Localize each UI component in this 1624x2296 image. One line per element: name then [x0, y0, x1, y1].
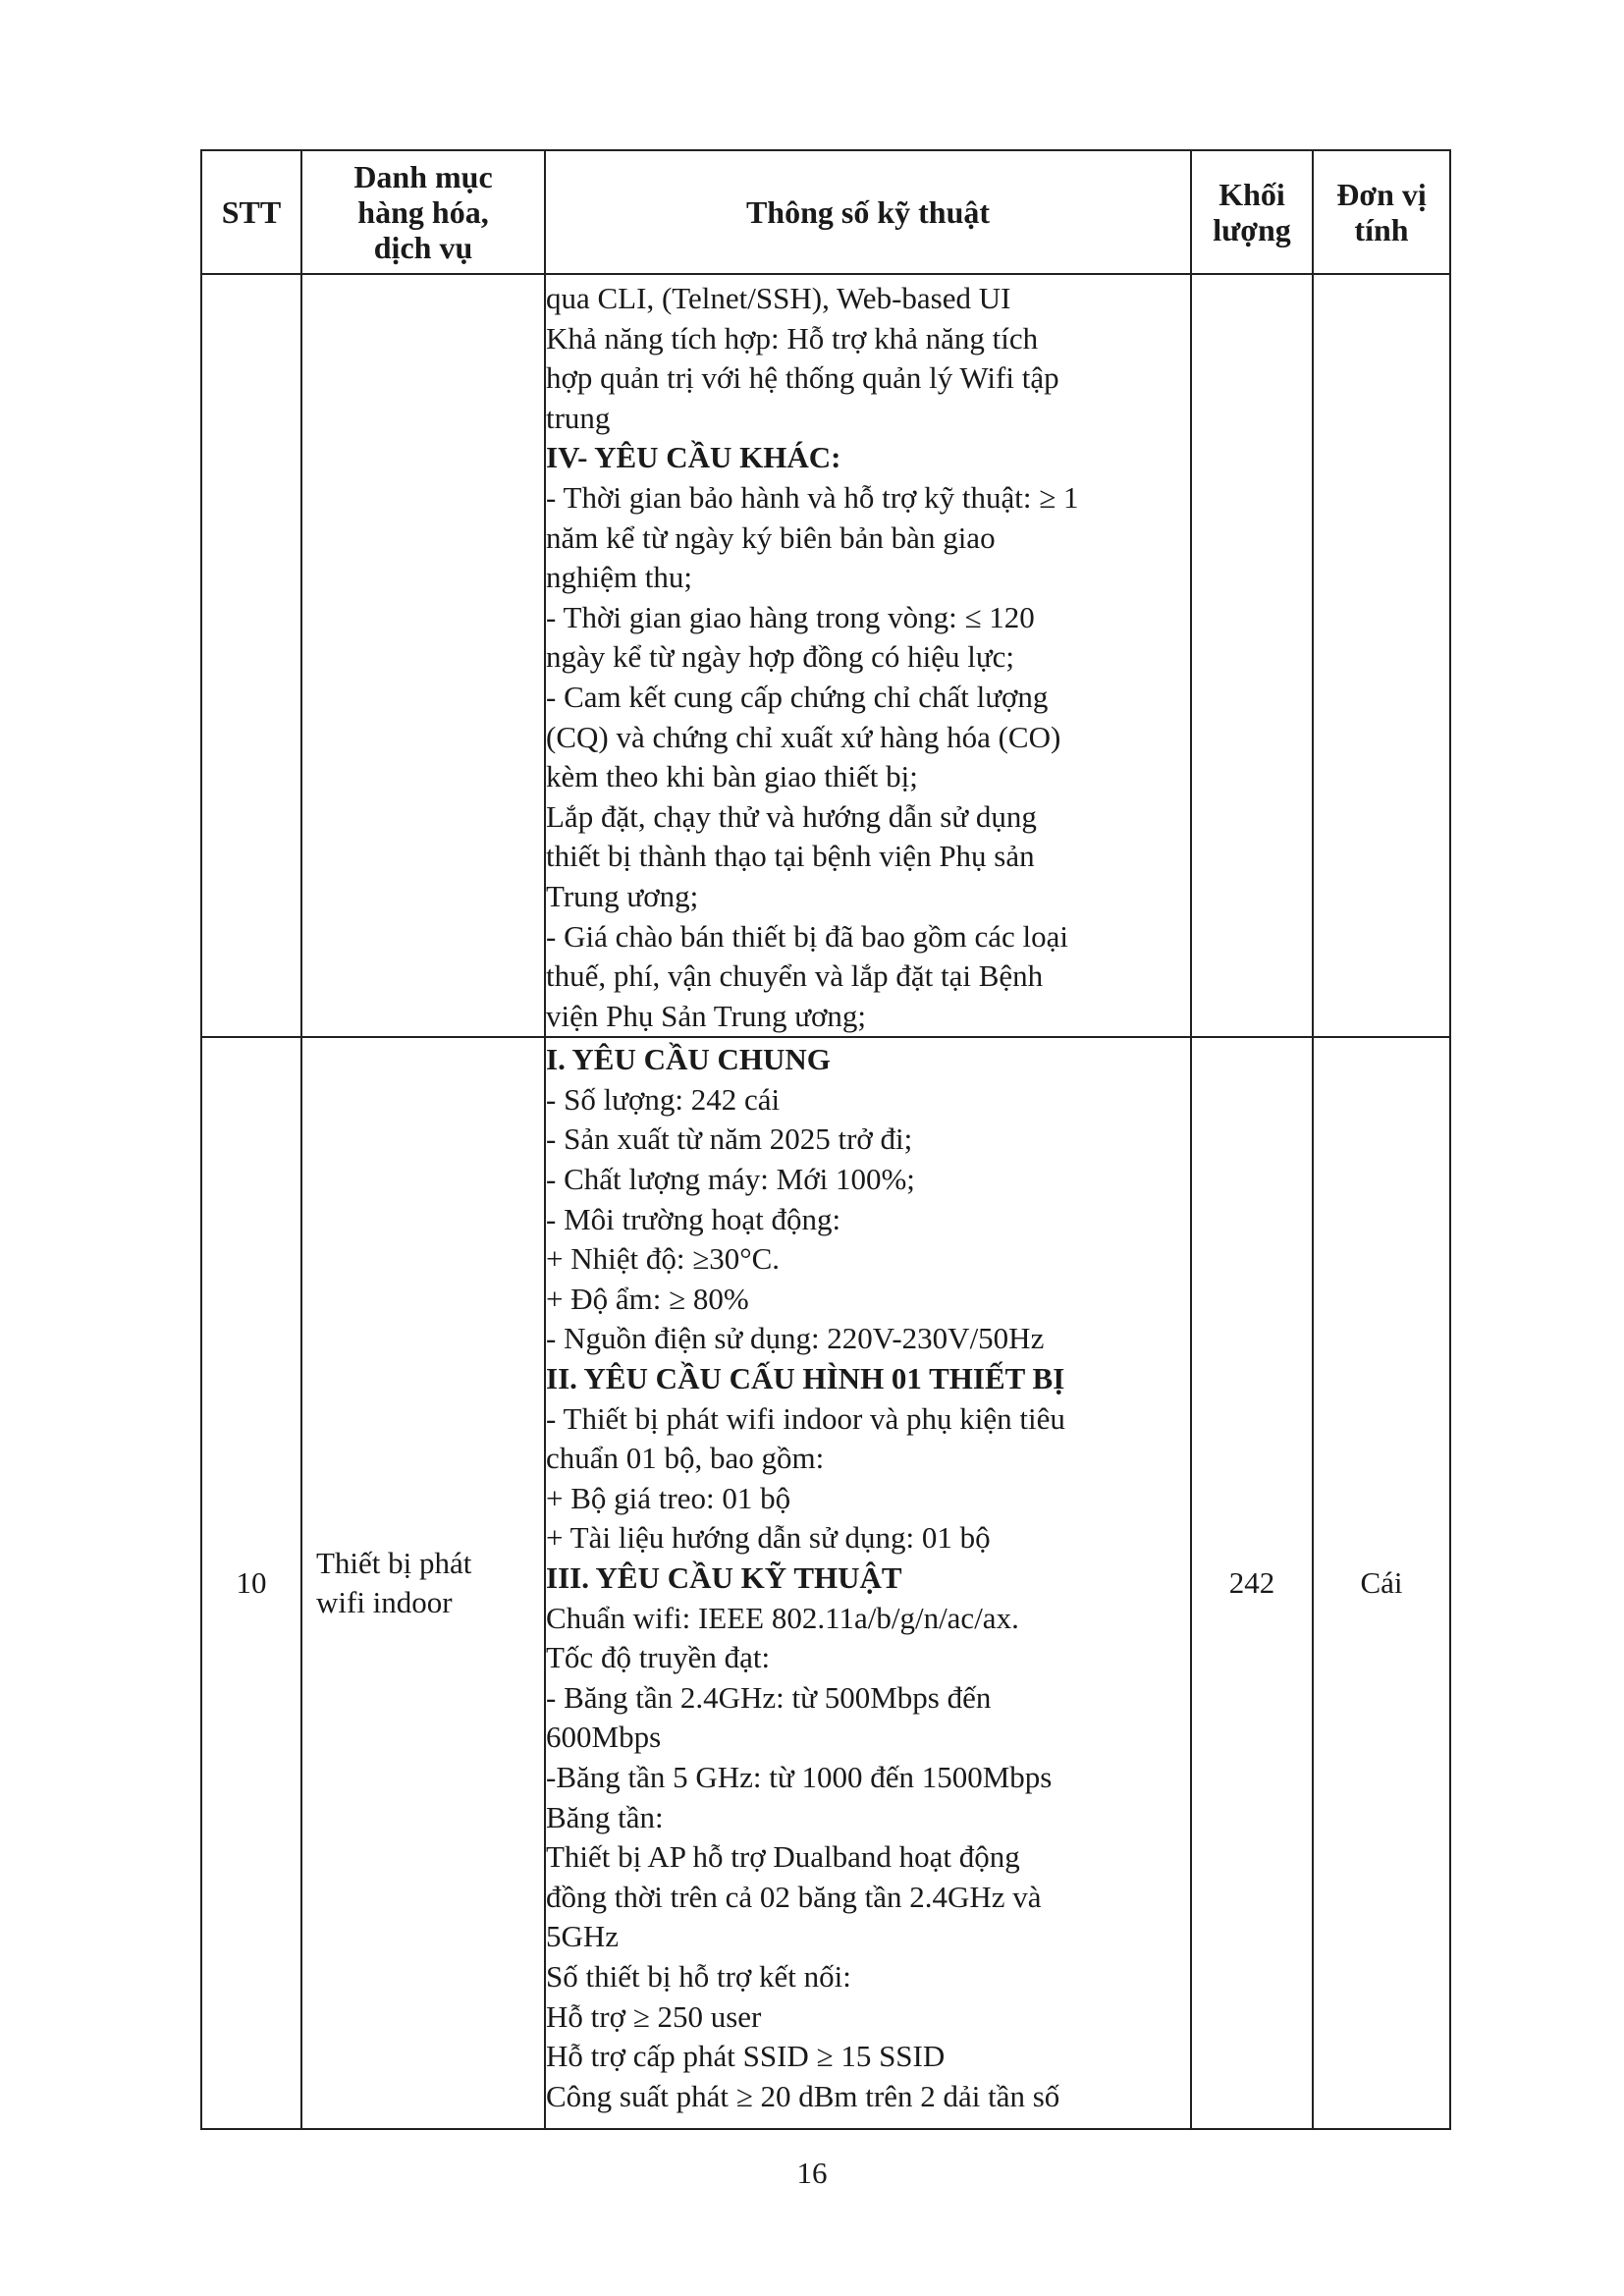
table-row — [201, 1037, 1450, 2129]
header-item-line: dịch vụ — [373, 230, 473, 265]
spec-section-heading: III. YÊU CẦU KỸ THUẬT — [546, 1560, 902, 1595]
spec-line: - Thời gian bảo hành và hỗ trợ kỹ thuật: ≥ 1 — [546, 479, 1079, 515]
header-unit-line: tính — [1354, 212, 1409, 247]
spec-line: ngày kể từ ngày hợp đồng có hiệu lực; — [546, 639, 1015, 675]
spec-line: - Chất lượng máy: Mới 100%; — [546, 1162, 915, 1197]
spec-line: 600Mbps — [546, 1720, 662, 1755]
spec-line: đồng thời trên cả 02 băng tần 2.4GHz và — [546, 1879, 1042, 1914]
spec-line: Hỗ trợ cấp phát SSID ≥ 15 SSID — [546, 2039, 946, 2074]
spec-line: - Băng tần 2.4GHz: từ 500Mbps đến — [546, 1679, 992, 1715]
header-qty-line: Khối — [1218, 177, 1285, 212]
spec-line: - Cam kết cung cấp chứng chỉ chất lượng — [546, 679, 1049, 714]
spec-cell — [545, 1037, 1191, 2129]
spec-line: thuế, phí, vận chuyển và lắp đặt tại Bệnh — [546, 958, 1044, 994]
spec-line: Lắp đặt, chạy thử và hướng dẫn sử dụng — [546, 798, 1037, 834]
spec-line: + Tài liệu hướng dẫn sử dụng: 01 bộ — [546, 1520, 991, 1556]
item-line-1 — [316, 1544, 534, 1583]
spec-section-heading: IV- YÊU CẦU KHÁC: — [546, 440, 841, 475]
unit-cell: Cái — [1313, 1037, 1450, 2129]
table-row — [201, 274, 1450, 1037]
spec-line: -Băng tần 5 GHz: từ 1000 đến 1500Mbps — [546, 1759, 1053, 1794]
spec-line: trung — [546, 400, 611, 435]
spec-line: (CQ) và chứng chỉ xuất xứ hàng hóa (CO) — [546, 719, 1061, 754]
stt-cell: 10 — [201, 1037, 301, 2129]
spec-line: viện Phụ Sản Trung ương; — [546, 998, 867, 1033]
spec-line: 5GHz — [546, 1919, 620, 1954]
header-item — [301, 150, 545, 274]
spec-line: + Nhiệt độ: ≥30°C. — [546, 1241, 781, 1277]
qty-cell — [1191, 274, 1313, 1037]
spec-line: - Môi trường hoạt động: — [546, 1201, 841, 1236]
header-item-line: hàng hóa, — [357, 194, 489, 230]
spec-line: Chuẩn wifi: IEEE 802.11a/b/g/n/ac/ax. — [546, 1600, 1019, 1635]
spec-table — [200, 149, 1451, 2130]
spec-line: Hỗ trợ ≥ 250 user — [546, 1998, 762, 2034]
header-unit — [1313, 150, 1450, 274]
unit-cell — [1313, 274, 1450, 1037]
spec-line: - Nguồn điện sử dụng: 220V-230V/50Hz — [546, 1321, 1045, 1356]
item-word: Thiết bị phát — [316, 1546, 472, 1581]
spec-section-heading: I. YÊU CẦU CHUNG — [546, 1042, 831, 1077]
spec-line: nghiệm thu; — [546, 560, 692, 595]
spec-line: Khả năng tích hợp: Hỗ trợ khả năng tích — [546, 320, 1039, 355]
table-header-row — [201, 150, 1450, 274]
spec-line: qua CLI, (Telnet/SSH), Web-based UI — [546, 281, 1011, 315]
spec-line: kèm theo khi bàn giao thiết bị; — [546, 759, 918, 794]
spec-cell — [545, 274, 1191, 1037]
page-number: 16 — [796, 2156, 828, 2190]
spec-line: Công suất phát ≥ 20 dBm trên 2 dải tần số — [546, 2078, 1060, 2113]
spec-line: Trung ương; — [546, 878, 699, 913]
spec-line: + Độ ẩm: ≥ 80% — [546, 1281, 749, 1316]
item-cell — [301, 1037, 545, 2129]
spec-line: - Thời gian giao hàng trong vòng: ≤ 120 — [546, 599, 1035, 634]
spec-line: hợp quản trị với hệ thống quản lý Wifi tập — [546, 360, 1059, 396]
spec-line: Số thiết bị hỗ trợ kết nối: — [546, 1958, 851, 1994]
spec-line: Tốc độ truyền đạt: — [546, 1640, 771, 1675]
header-stt: STT — [201, 150, 301, 274]
header-item-line: Danh mục — [353, 159, 493, 194]
spec-line: - Thiết bị phát wifi indoor và phụ kiện tiêu — [546, 1400, 1065, 1436]
header-spec: Thông số kỹ thuật — [545, 150, 1191, 274]
item-line-2: wifi indoor — [316, 1585, 453, 1620]
header-qty-line: lượng — [1213, 212, 1291, 247]
qty-cell: 242 — [1191, 1037, 1313, 2129]
stt-cell — [201, 274, 301, 1037]
spec-line: Băng tần: — [546, 1799, 664, 1834]
spec-line: thiết bị thành thạo tại bệnh viện Phụ sản — [546, 839, 1035, 874]
item-cell — [301, 274, 545, 1037]
spec-line: năm kể từ ngày ký biên bản bàn giao — [546, 519, 996, 555]
spec-section-heading: II. YÊU CẦU CẤU HÌNH 01 THIẾT BỊ — [546, 1361, 1065, 1396]
spec-line: Thiết bị AP hỗ trợ Dualband hoạt động — [546, 1839, 1020, 1875]
spec-line: - Giá chào bán thiết bị đã bao gồm các loại — [546, 918, 1068, 954]
header-unit-line: Đơn vị — [1336, 177, 1427, 212]
spec-line: - Sản xuất từ năm 2025 trở đi; — [546, 1121, 913, 1157]
header-qty — [1191, 150, 1313, 274]
spec-line: - Số lượng: 242 cái — [546, 1081, 781, 1117]
spec-line: chuẩn 01 bộ, bao gồm: — [546, 1441, 825, 1476]
spec-line: + Bộ giá treo: 01 bộ — [546, 1480, 791, 1515]
